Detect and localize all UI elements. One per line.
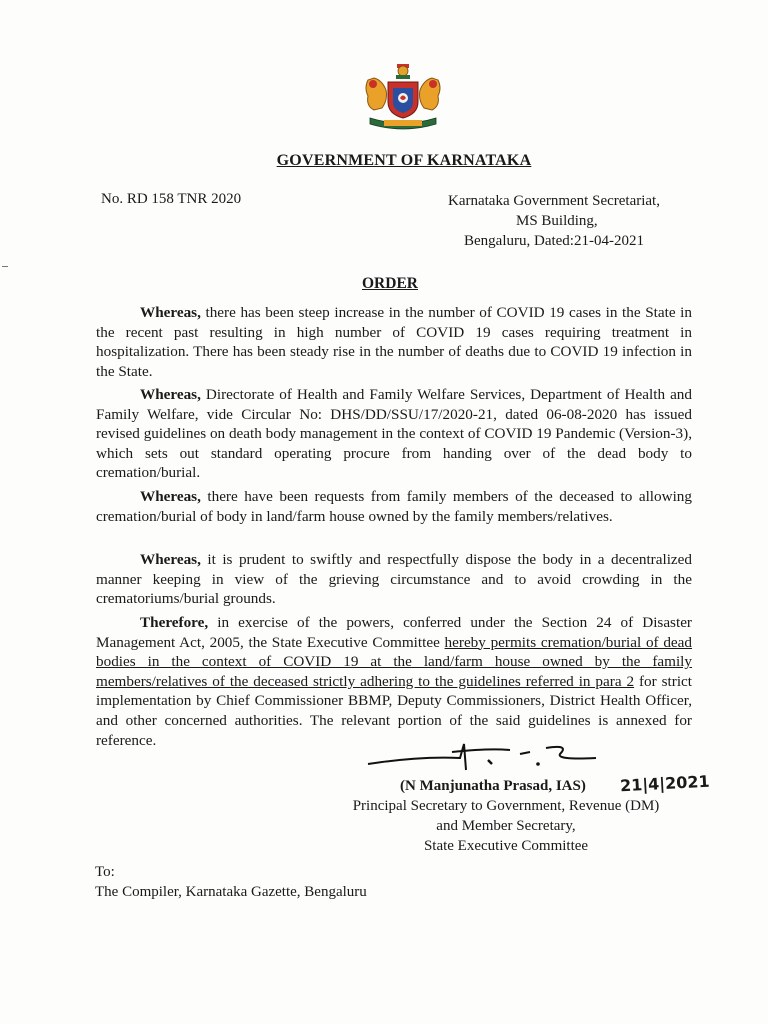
- paragraph-text: there have been requests from family members of the deceased to allowing cremation/burial of body in land/farm house owned by the family members/relatives.: [96, 488, 692, 525]
- paragraph-lead: Whereas,: [140, 386, 201, 403]
- margin-mark: [2, 266, 8, 267]
- address-line: Karnataka Government Secretariat,: [448, 193, 660, 209]
- paragraph-lead: Whereas,: [140, 488, 201, 505]
- paragraph-whereas-1: [96, 303, 692, 381]
- paragraph-lead: Therefore,: [140, 614, 209, 631]
- paragraph-whereas-3: [96, 487, 692, 526]
- recipient-label: To:: [95, 864, 115, 880]
- paragraph-text: there has been steep increase in the number of COVID 19 cases in the State in the recent past resulting in high number of COVID 19 cases requiring treatment in hospitalization. There has been steady rise in the number of deaths due to COVID 19 infection in the State.: [96, 304, 692, 380]
- paragraph-text: Directorate of Health and Family Welfare Services, Department of Health and Family Welfare, vide Circular No: DHS/DD/SSU/17/2020-21, dated 06-08-2020 has issued revised guidelines on death body management in the context of COVID 19 Pandemic (Version-3), which sets out standard operating procure from handing over of the dead body to cremation/burial.: [96, 386, 692, 482]
- handwritten-date: 21|4|2021: [619, 771, 711, 796]
- paragraph-underlined-text: hereby permits cremation/burial of dead bodies in the context of COVID 19 at the land/farm house owned by the family members/relatives of the deceased strictly adhering to the guidelines referred in para 2: [96, 633, 693, 690]
- address-line: Bengaluru, Dated:21-04-2021: [464, 233, 644, 249]
- signature-icon: [360, 740, 600, 780]
- paragraph-lead: Whereas,: [140, 304, 201, 321]
- recipient-name: The Compiler, Karnataka Gazette, Bengaluru: [95, 884, 367, 900]
- order-heading: ORDER: [362, 275, 418, 292]
- designation-line: Principal Secretary to Government, Revenue (DM): [352, 798, 660, 814]
- government-heading: GOVERNMENT OF KARNATAKA: [276, 152, 532, 169]
- signatory-name: (N Manjunatha Prasad, IAS): [400, 778, 586, 794]
- paragraph-text: it is prudent to swiftly and respectfully dispose the body in a decentralized manner keeping in view of the grieving circumstance and to avoid crowding in the crematoriums/burial grounds.: [96, 551, 692, 608]
- paragraph-text: in exercise of the powers, conferred under the Section 24 of Disaster Management Act, 2005, the State Executive Committee: [96, 614, 692, 651]
- paragraph-lead: Whereas,: [140, 551, 201, 568]
- designation-line: State Executive Committee: [423, 838, 589, 854]
- signatory-designation: [336, 796, 676, 856]
- designation-line: and Member Secretary,: [436, 818, 576, 834]
- paragraph-therefore: [96, 613, 692, 750]
- paragraph-whereas-2: [96, 385, 692, 483]
- karnataka-emblem-icon: [360, 62, 446, 134]
- paragraph-text: for strict implementation by Chief Commissioner BBMP, Deputy Commissioners, District Health Officer, and other concerned authorities. The relevant portion of the said guidelines is annexed for reference.: [96, 672, 692, 749]
- office-address: [448, 191, 708, 251]
- address-line: MS Building,: [516, 213, 598, 229]
- paragraph-whereas-4: [96, 550, 692, 609]
- reference-number: No. RD 158 TNR 2020: [101, 191, 242, 207]
